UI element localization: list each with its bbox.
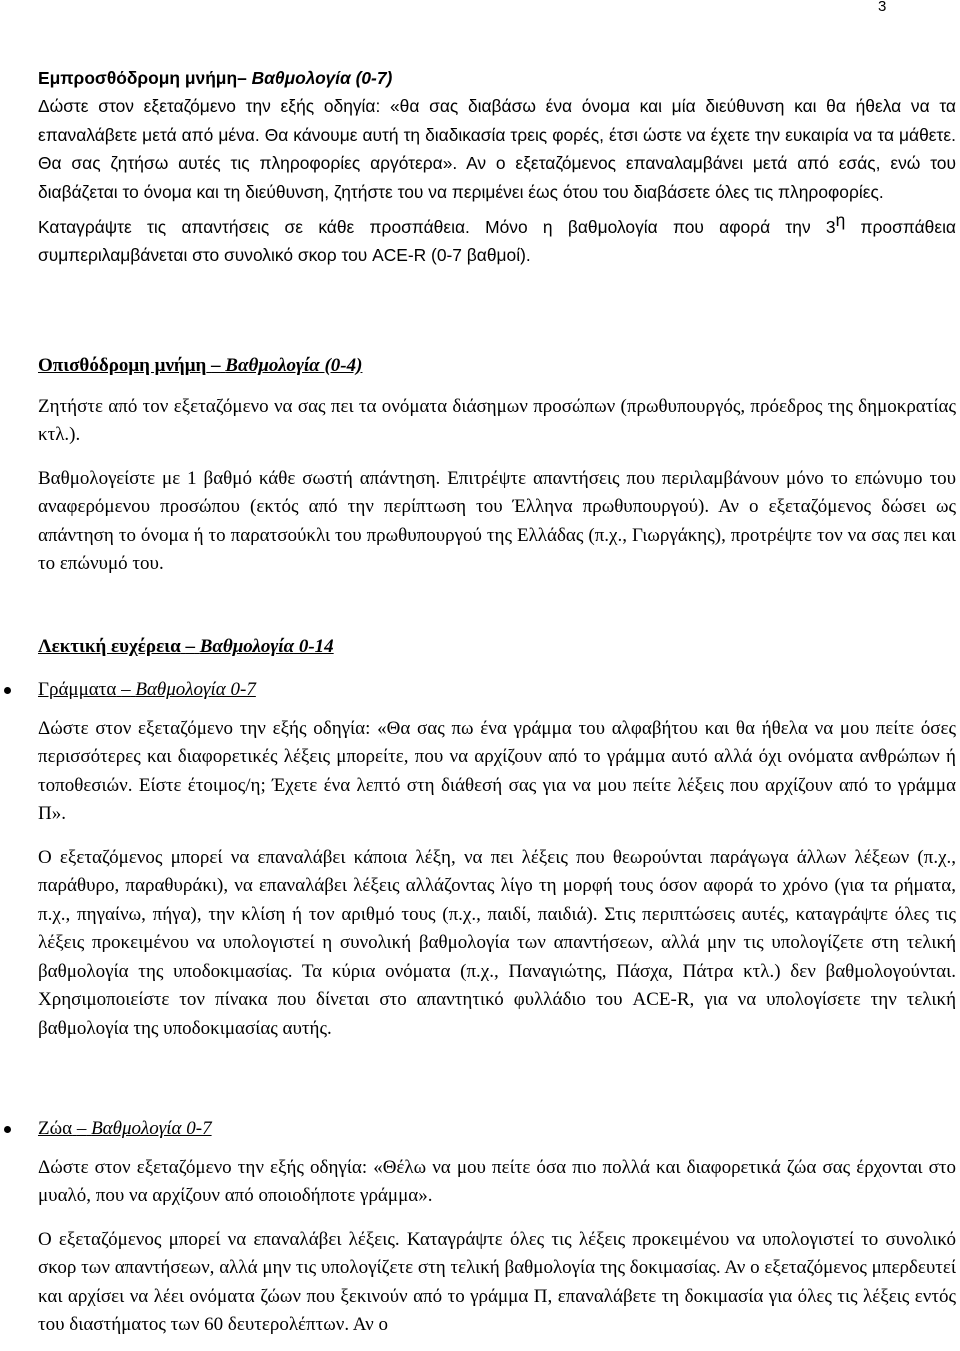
verbal-fluency-title: Λεκτική ευχέρεια (38, 636, 181, 657)
verbal-fluency-heading: Λεκτική ευχέρεια – Βαθμολογία 0-14 (38, 636, 334, 657)
forward-memory-heading: Εμπροσθόδρομη μνήμη– Βαθμολογία (0-7) (38, 68, 393, 88)
backward-memory-para2: Βαθμολογείστε με 1 βαθμό κάθε σωστή απάντηση. Επιτρέψτε απαντήσεις που περιλαμβάνουν μόνο το επώνυμο του αναφερόμενου προσώπου (εκτός από την περίπτωση του Έλληνα πρωθυπουργού). Αν ο εξεταζόμενος δώσει ως απάντηση το όνομα ή το παρατσούκλι του πρωθυπουργού της Ελλάδας (π.χ., Γιωργάκης), προτρέψτε τον να σας πει και το επώνυμό του. (38, 467, 956, 574)
forward-memory-para1: Δώστε στον εξεταζόμενο την εξής οδηγία: «θα σας διαβάσω ένα όνομα και μία διεύθυνση και θα ήθελα να τα επαναλάβετε μετά από μένα. Θα κάνουμε αυτή τη διαδικασία τρεις φορές, έτσι ώστε να έχετε την ευκαιρία να τα μάθετε. Θα σας ζητήσω αυτές τις πληροφορίες αργότερα». Αν ο εξεταζόμενος επαναλαμβάνει μετά από εσάς, ενώ του διαβάζεται το όνομα και τη διεύθυνση, ζητήστε του να περιμένει έως ότου του διαβάσετε όλες τις πληροφορίες. (38, 96, 956, 202)
animals-subsection (38, 1115, 956, 1340)
forward-memory-section (38, 64, 956, 93)
animals-para1: Δώστε στον εξεταζόμενο την εξής οδηγία: «Θέλω να μου πείτε όσα πιο πολλά και διαφορετικά ζώα σας έρχονται στο μυαλό, που να αρχίζουν από οποιοδήποτε γράμμα». (38, 1156, 956, 1206)
forward-memory-score: Βαθμολογία (0-7) (251, 68, 393, 88)
backward-memory-score: Βαθμολογία (0-4) (225, 355, 363, 376)
letters-bullet-icon (4, 676, 18, 705)
backward-memory-para1: Ζητήστε από τον εξεταζόμενο να σας πει τα ονόματα διάσημων προσώπων (πρωθυπουργός, πρόεδρος της δημοκρατίας κτλ.). (38, 395, 956, 445)
letters-para2: Ο εξεταζόμενος μπορεί να επαναλάβει κάποια λέξη, να πει λέξεις που θεωρούνται παράγωγα άλλων λέξεων (π.χ., παράθυρο, παραθυράκι), να επαναλάβει λέξεις αλλάζοντας λίγο τη μορφή τους όσον αφορά το χρόνο (για τα ρήματα, π.χ., πηγαίνω, πήγα), την κλίση ή τον αριθμό τους (π.χ., παιδί, παιδιά). Στις περιπτώσεις αυτές, καταγράψτε όλες τις λέξεις προκειμένου να υπολογιστεί η συνολική βαθμολογία των απαντήσεων, αλλά μην τις υπολογίζετε στη τελική βαθμολογία της υποδοκιμασίας. Τα κύρια ονόματα (π.χ., Παναγιώτης, Πάσχα, Πάτρα κτλ.) δεν βαθμολογούνται. Χρησιμοποιείστε τον πίνακα που δίνεται στο απαντητικό φυλλάδιο του ACE-R, για να υπολογίσετε την τελική βαθμολογία της υποδοκιμασίας αυτής. (38, 846, 956, 1039)
letters-para1: Δώστε στον εξεταζόμενο την εξής οδηγία: «Θα σας πω ένα γράμμα του αλφαβήτου και θα ήθελα να μου πείτε όσες περισσότερες και διαφορετικές λέξεις μπορείτε, που να αρχίζουν από το γράμμα αυτό αλλά όχι ονόματα ανθρώπων ή τοποθεσιών. Είστε έτοιμος/η; Έχετε ένα λεπτό στη διάθεσή σας για να μου πείτε λέξεις που αρχίζουν από το γράμμα Π». (38, 717, 956, 824)
page-number: 3 (878, 0, 887, 15)
animals-score: Βαθμολογία 0-7 (91, 1118, 212, 1139)
animals-title: Ζώα (38, 1118, 73, 1139)
backward-memory-heading: Οπισθόδρομη μνήμη – Βαθμολογία (0-4) (38, 355, 363, 376)
forward-memory-title: Εμπροσθόδρομη μνήμη (38, 68, 238, 88)
backward-memory-section (38, 352, 956, 579)
animals-heading: Ζώα – Βαθμολογία 0-7 (38, 1118, 212, 1139)
animals-para2: Ο εξεταζόμενος μπορεί να επαναλάβει λέξεις. Καταγράψτε όλες τις λέξεις προκειμένου να υπολογιστεί το συνολικό σκορ των απαντήσεων, αλλά μην τις υπολογίζετε στη τελική βαθμολογία της δοκιμασίας. Αν ο εξεταζόμενος μπερδευτεί και αρχίσει να λέει ονόματα ζώων που ξεκινούν από το γράμμα Π, επαναλάβετε τη δοκιμασία για όλες τις λέξεις εντός του διαστήματος των 60 δευτερολέπτων. Αν ο (38, 1228, 956, 1335)
verbal-fluency-score: Βαθμολογία 0-14 (199, 636, 334, 657)
verbal-fluency-section (38, 633, 956, 662)
forward-memory-body (38, 92, 956, 270)
letters-title: Γράμματα (38, 679, 117, 700)
letters-score: Βαθμολογία 0-7 (135, 679, 256, 700)
letters-subsection (38, 676, 956, 1043)
letters-heading: Γράμματα – Βαθμολογία 0-7 (38, 679, 256, 700)
animals-bullet-icon (4, 1115, 18, 1144)
forward-memory-para2: Καταγράψτε τις απαντήσεις σε κάθε προσπάθεια. Μόνο η βαθμολογία που αφορά την $3^\eta$ προσπάθεια συμπεριλαμβάνεται στο συνολικό σκορ του ACE-R (0-7 βαθμοί). (38, 210, 956, 266)
backward-memory-title: Οπισθόδρομη μνήμη (38, 355, 207, 376)
